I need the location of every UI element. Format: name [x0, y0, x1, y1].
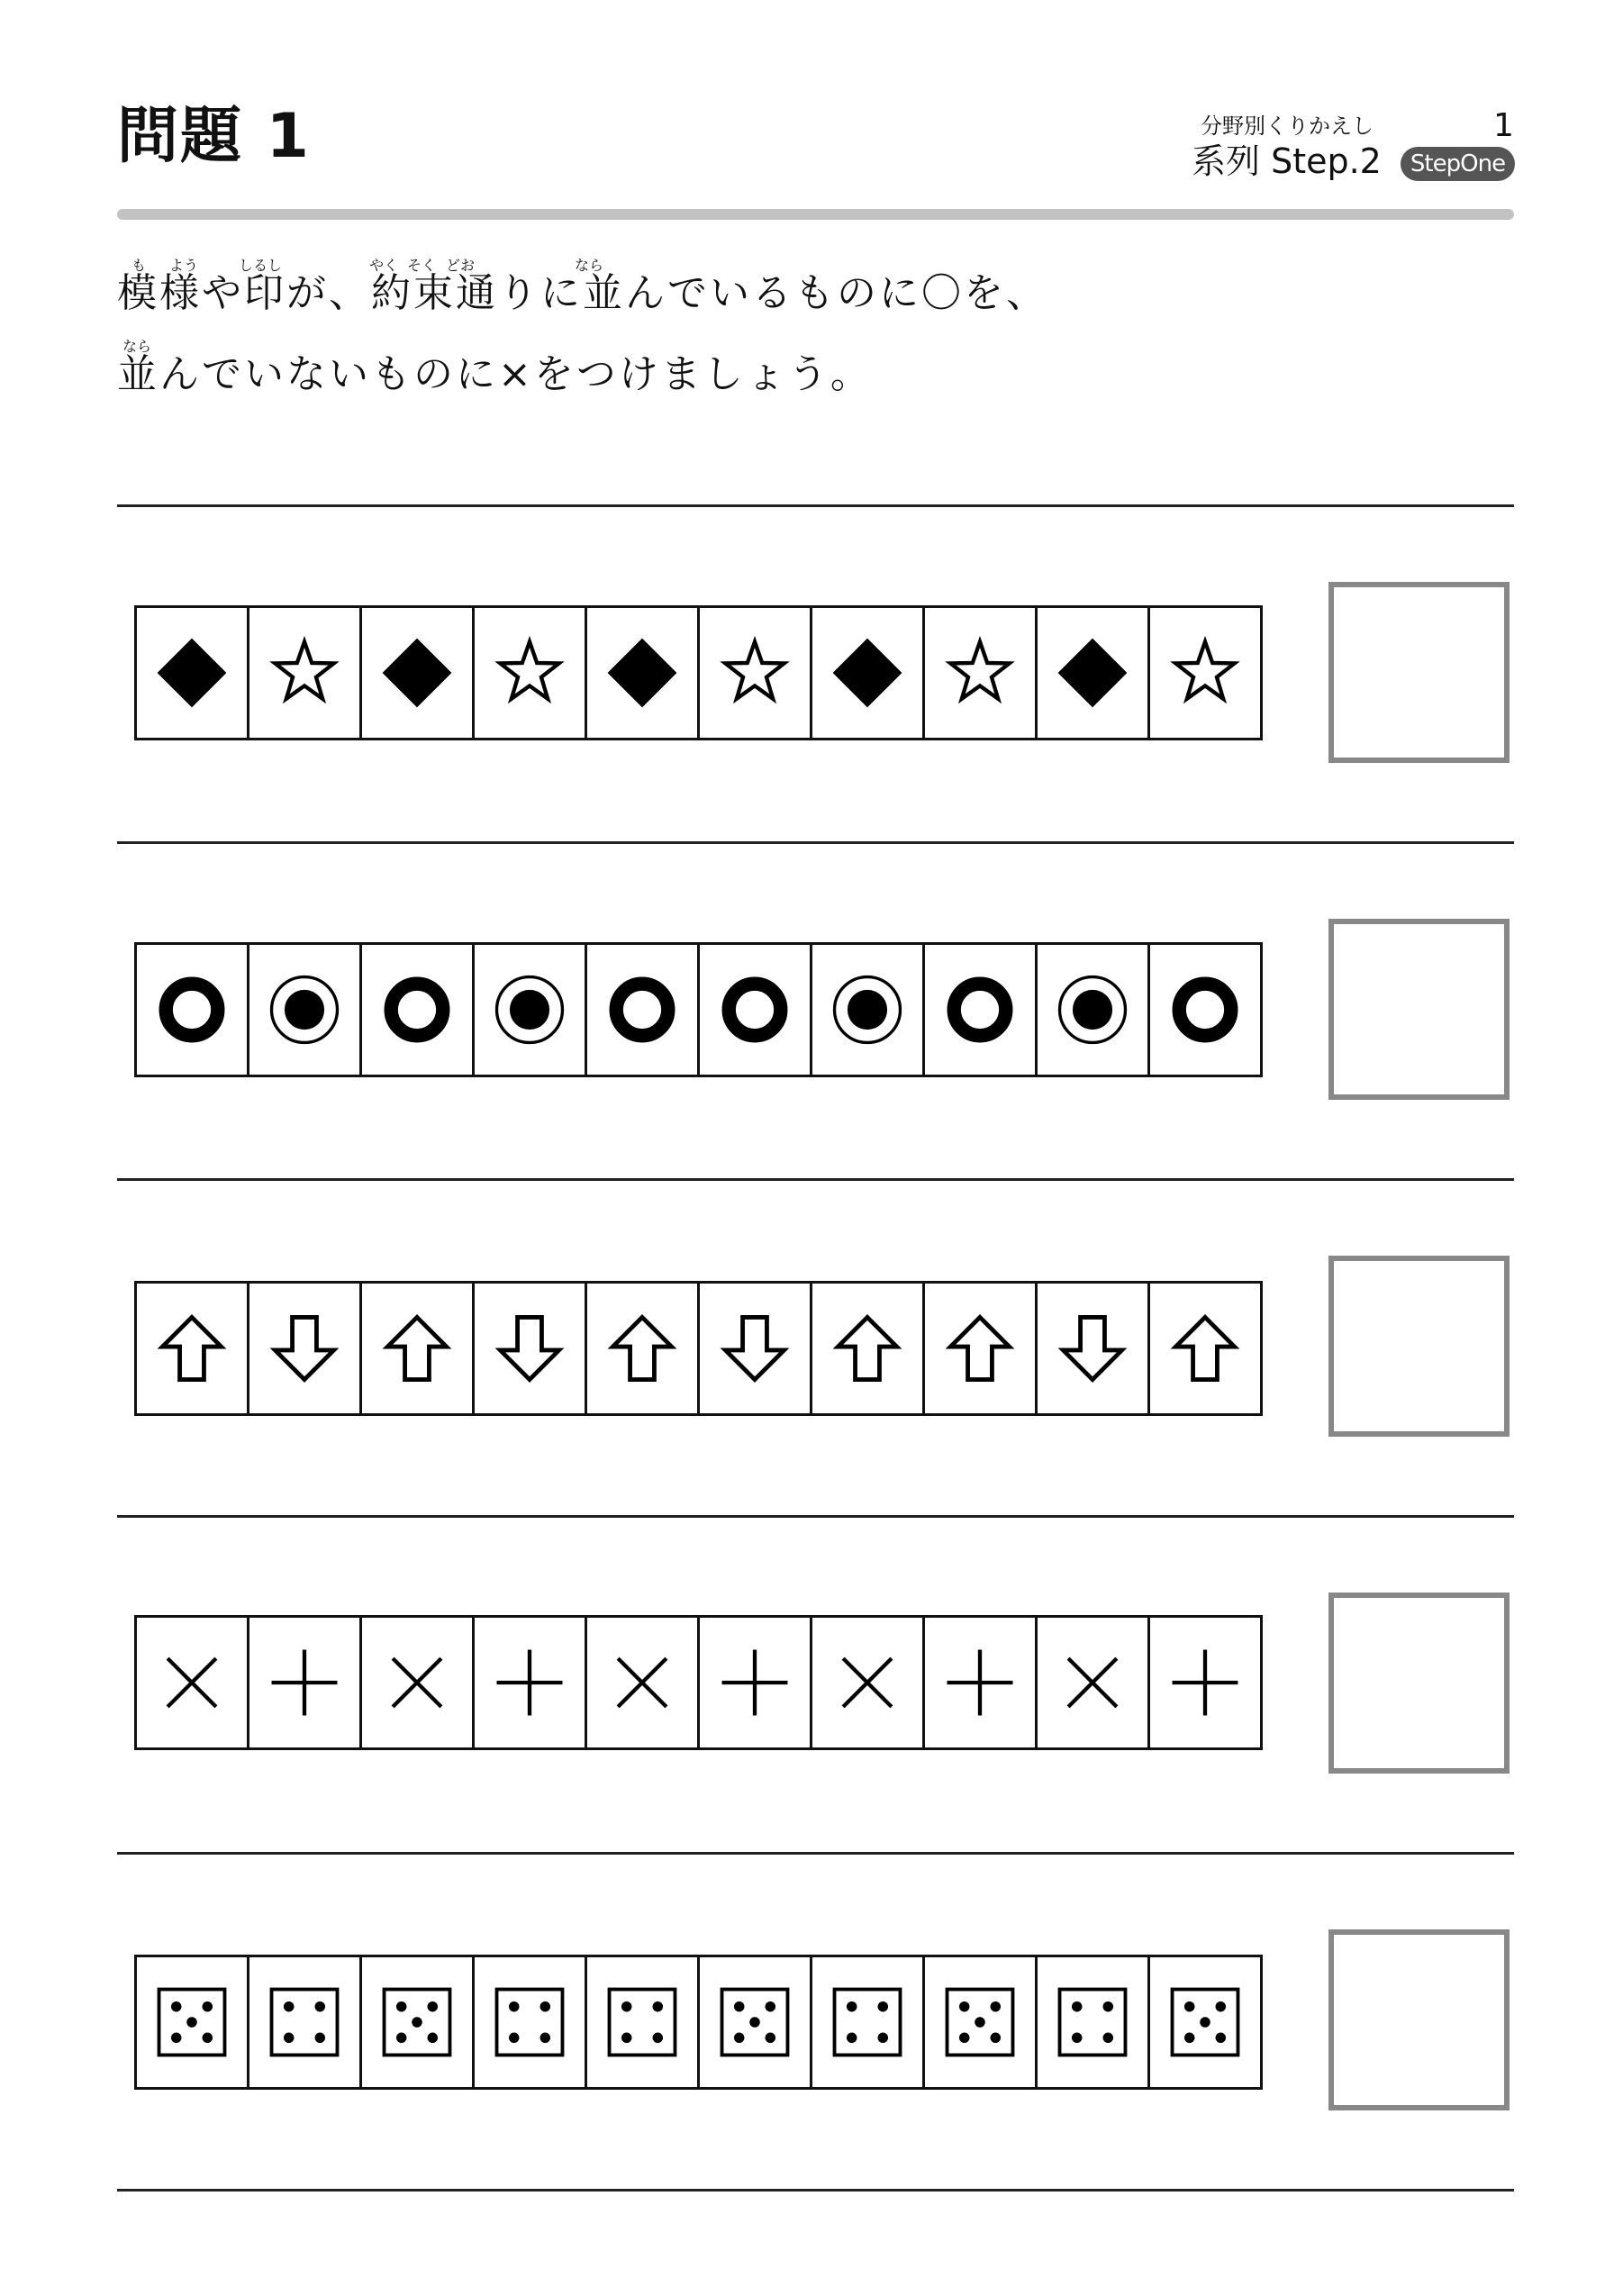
pattern-strip-3 [134, 1281, 1263, 1416]
die-4-icon [824, 1979, 911, 2065]
filled-diamond-icon [1049, 630, 1136, 716]
answer-box-5[interactable] [1328, 1929, 1510, 2110]
instruction-line-2 [117, 335, 873, 395]
pattern-cell [1038, 1618, 1150, 1747]
pattern-cell [475, 1284, 587, 1413]
instruction-text-1: 模様や印が、約束通りに並んでいるものに〇を、 [117, 270, 1048, 316]
pattern-cell [137, 608, 249, 738]
pattern-cell [700, 945, 812, 1075]
star-icon [486, 630, 573, 716]
pattern-cell [1038, 945, 1150, 1075]
pattern-cell [700, 1618, 812, 1747]
die-5-icon [149, 1979, 235, 2065]
pattern-cell [475, 1618, 587, 1747]
thick-ring-icon [1162, 966, 1248, 1053]
pattern-cell [475, 608, 587, 738]
die-5-icon [374, 1979, 460, 2065]
die-5-icon [712, 1979, 798, 2065]
pattern-cell [587, 1618, 700, 1747]
furigana: どお [446, 257, 476, 274]
pattern-cell [137, 1957, 249, 2087]
arrow-down-icon [261, 1305, 348, 1392]
pattern-cell [249, 945, 362, 1075]
pattern-cell [362, 1957, 475, 2087]
filled-diamond-icon [149, 630, 235, 716]
page-title: 問題 1 [117, 101, 311, 172]
bullseye-icon [261, 966, 348, 1053]
pattern-cell [812, 1618, 925, 1747]
section-divider [117, 1178, 1514, 1181]
furigana: そく [407, 257, 437, 274]
pattern-cell [1150, 1618, 1260, 1747]
page-number: 1 [1493, 107, 1514, 144]
pattern-cell [812, 945, 925, 1075]
die-4-icon [261, 1979, 348, 2065]
arrow-up-icon [149, 1305, 235, 1392]
arrow-up-icon [374, 1305, 460, 1392]
pattern-cell [249, 1957, 362, 2087]
section-divider [117, 1852, 1514, 1855]
cross-x-icon [599, 1639, 685, 1726]
pattern-cell [700, 1957, 812, 2087]
plus-icon [937, 1639, 1023, 1726]
pattern-cell [1150, 1957, 1260, 2087]
answer-box-1[interactable] [1328, 582, 1510, 763]
pattern-cell [925, 1284, 1038, 1413]
pattern-cell [812, 608, 925, 738]
pattern-cell [362, 1284, 475, 1413]
pattern-cell [362, 1618, 475, 1747]
pattern-cell [362, 945, 475, 1075]
pattern-cell [137, 1618, 249, 1747]
thick-ring-icon [712, 966, 798, 1053]
arrow-down-icon [486, 1305, 573, 1392]
section-divider [117, 841, 1514, 844]
pattern-cell [1150, 1284, 1260, 1413]
pattern-cell [925, 1957, 1038, 2087]
stepone-badge: StepOne [1401, 147, 1515, 181]
die-5-icon [1162, 1979, 1248, 2065]
filled-diamond-icon [374, 630, 460, 716]
pattern-cell [925, 608, 1038, 738]
furigana-row-1 [117, 254, 1048, 274]
plus-icon [261, 1639, 348, 1726]
arrow-up-icon [937, 1305, 1023, 1392]
thick-ring-icon [149, 966, 235, 1053]
instruction-text-2: 並んでいないものに×をつけましょう。 [117, 351, 873, 397]
bullseye-icon [486, 966, 573, 1053]
pattern-cell [925, 945, 1038, 1075]
bullseye-icon [1049, 966, 1136, 1053]
pattern-cell [700, 1284, 812, 1413]
pattern-strip-1 [134, 605, 1263, 740]
plus-icon [486, 1639, 573, 1726]
arrow-down-icon [712, 1305, 798, 1392]
section-divider [117, 2189, 1514, 2192]
star-icon [712, 630, 798, 716]
arrow-up-icon [1162, 1305, 1248, 1392]
pattern-cell [812, 1957, 925, 2087]
bullseye-icon [824, 966, 911, 1053]
pattern-cell [587, 608, 700, 738]
pattern-cell [1038, 608, 1150, 738]
furigana-row-2 [117, 335, 873, 355]
instruction-line-1 [117, 254, 1048, 316]
die-4-icon [599, 1979, 685, 2065]
pattern-cell [249, 1284, 362, 1413]
pattern-cell [587, 945, 700, 1075]
die-4-icon [1049, 1979, 1136, 2065]
thick-ring-icon [937, 966, 1023, 1053]
pattern-cell [700, 608, 812, 738]
pattern-cell [1038, 1957, 1150, 2087]
pattern-cell [249, 1618, 362, 1747]
die-4-icon [486, 1979, 573, 2065]
furigana: も [131, 257, 147, 274]
star-icon [261, 630, 348, 716]
star-icon [1162, 630, 1248, 716]
arrow-down-icon [1049, 1305, 1136, 1392]
cross-x-icon [1049, 1639, 1136, 1726]
pattern-cell [1150, 608, 1260, 738]
pattern-cell [812, 1284, 925, 1413]
answer-box-3[interactable] [1328, 1256, 1510, 1437]
pattern-cell [137, 945, 249, 1075]
section-divider [117, 1515, 1514, 1518]
answer-box-2[interactable] [1328, 919, 1510, 1100]
pattern-cell [1150, 945, 1260, 1075]
pattern-cell [587, 1957, 700, 2087]
pattern-cell [249, 608, 362, 738]
furigana: なら [575, 257, 604, 274]
plus-icon [1162, 1639, 1248, 1726]
furigana: やく [369, 257, 399, 274]
pattern-cell [1038, 1284, 1150, 1413]
furigana: なら [122, 338, 152, 355]
thick-ring-icon [599, 966, 685, 1053]
cross-x-icon [824, 1639, 911, 1726]
filled-diamond-icon [824, 630, 911, 716]
header-divider [117, 209, 1514, 220]
thick-ring-icon [374, 966, 460, 1053]
pattern-cell [475, 945, 587, 1075]
pattern-cell [475, 1957, 587, 2087]
answer-box-4[interactable] [1328, 1593, 1510, 1774]
cross-x-icon [149, 1639, 235, 1726]
pattern-cell [137, 1284, 249, 1413]
furigana: しるし [239, 257, 283, 274]
section-divider [117, 504, 1514, 507]
star-icon [937, 630, 1023, 716]
arrow-up-icon [824, 1305, 911, 1392]
series-label: 系列 Step.2 [1192, 141, 1382, 181]
pattern-cell [925, 1618, 1038, 1747]
die-5-icon [937, 1979, 1023, 2065]
pattern-cell [362, 608, 475, 738]
pattern-cell [587, 1284, 700, 1413]
furigana: よう [169, 257, 199, 274]
pattern-strip-5 [134, 1955, 1263, 2090]
pattern-strip-4 [134, 1615, 1263, 1750]
plus-icon [712, 1639, 798, 1726]
cross-x-icon [374, 1639, 460, 1726]
arrow-up-icon [599, 1305, 685, 1392]
pattern-strip-2 [134, 942, 1263, 1077]
filled-diamond-icon [599, 630, 685, 716]
category-label: 分野別くりかえし [1201, 113, 1374, 139]
